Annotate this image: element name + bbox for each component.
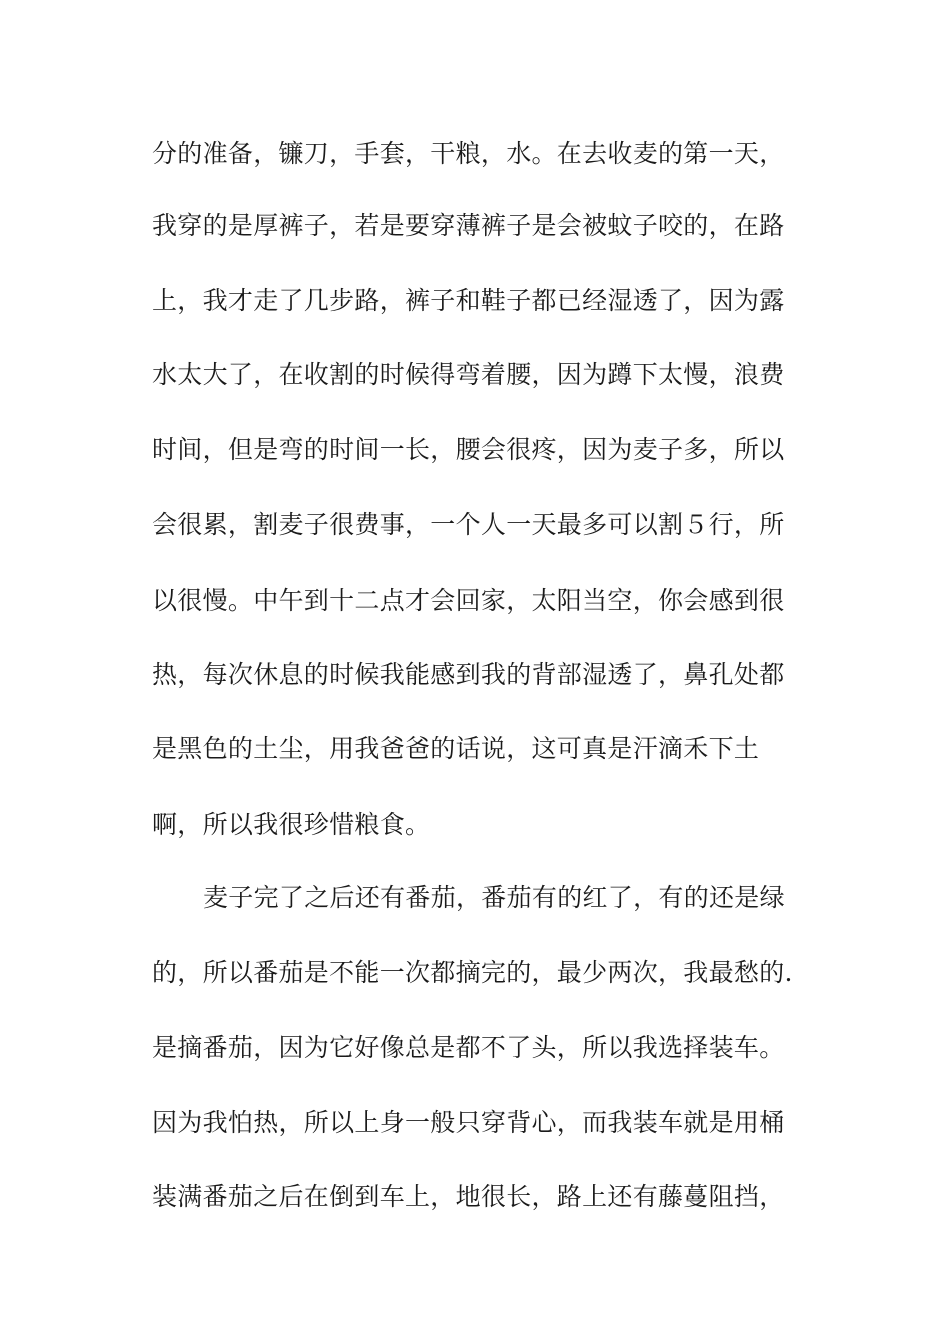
text-line-12: 的，所以番茄是不能一次都摘完的，最少两次，我最愁的. [152,958,793,987]
text-line-11: 麦子完了之后还有番茄，番茄有的红了，有的还是绿 [203,883,785,912]
text-line-5: 时间，但是弯的时间一长，腰会很疼，因为麦子多，所以 [152,435,785,464]
text-line-14: 因为我怕热，所以上身一般只穿背心，而我装车就是用桶 [152,1108,785,1137]
text-line-2: 我穿的是厚裤子，若是要穿薄裤子是会被蚊子咬的，在路 [152,211,785,240]
text-line-15: 装满番茄之后在倒到车上，地很长，路上还有藤蔓阻挡， [152,1182,785,1211]
text-line-3: 上，我才走了几步路，裤子和鞋子都已经湿透了，因为露 [152,286,785,315]
text-line-9: 是黑色的土尘，用我爸爸的话说，这可真是汗滴禾下土 [152,734,760,763]
text-line-6: 会很累，割麦子很费事，一个人一天最多可以割５行，所 [152,510,785,539]
text-line-8: 热，每次休息的时候我能感到我的背部湿透了，鼻孔处都 [152,660,785,689]
text-line-1: 分的准备，镰刀，手套，干粮，水。在去收麦的第一天， [152,139,785,168]
text-line-4: 水太大了，在收割的时候得弯着腰，因为蹲下太慢，浪费 [152,360,785,389]
text-line-7: 以很慢。中午到十二点才会回家，太阳当空，你会感到很 [152,586,785,615]
text-line-13: 是摘番茄，因为它好像总是都不了头，所以我选择装车。 [152,1033,785,1062]
text-line-10: 啊，所以我很珍惜粮食。 [152,810,431,839]
